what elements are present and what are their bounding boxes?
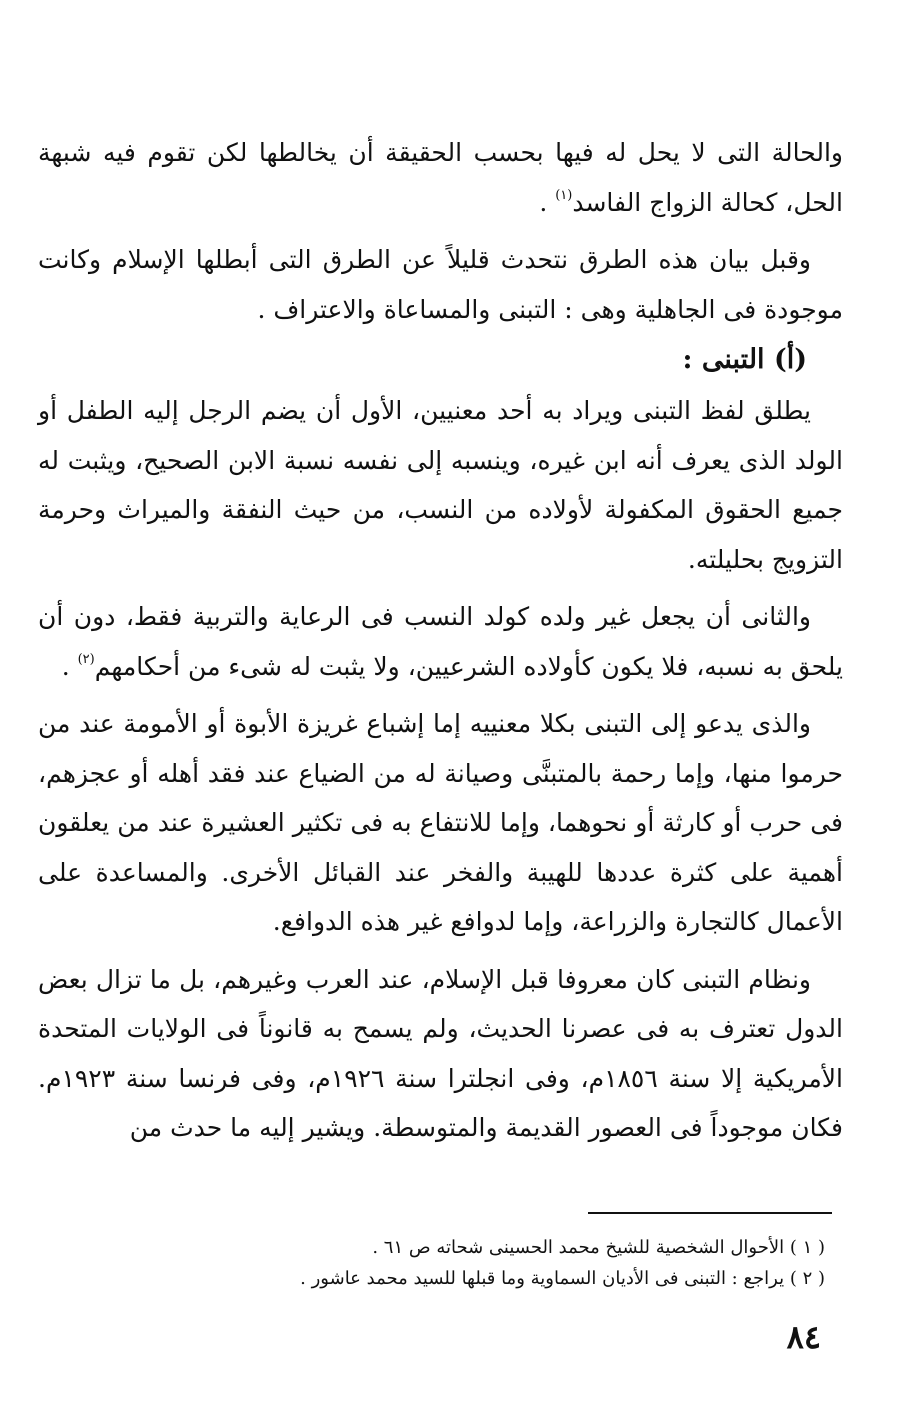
footnote-2: ( ٢ ) يراجع : التبنى فى الأديان السماوية وما قبلها للسيد محمد عاشور . <box>300 1268 825 1289</box>
footnote-ref-1: (١) <box>555 187 573 203</box>
paragraph-motives: والذى يدعو إلى التبنى بكلا معنييه إما إشباع غريزة الأبوة أو الأمومة عند من حرموا منها، وإما رحمة بالمتبنَّى وصيانة له من الضياع عند فقد أهله أو عجزهم، فى حرب أو كارثة أو نحوهما، وإما للانتفاع به فى تكثير العشيرة عند من يعلقون أهمية على كثرة عددها للهيبة والفخر عند القبائل الأخرى. والمساعدة على الأعمال كالتجارة والزراعة، وإما لدوافع غير هذه الدوافع. <box>38 709 843 936</box>
section-heading: (أ) التبنى : <box>682 344 807 375</box>
paragraph-first-meaning: يطلق لفظ التبنى ويراد به أحد معنيين، الأول أن يضم الرجل إليه الطفل أو الولد الذى يعرف أنه ابن غيره، وينسبه إلى نفسه نسبة الابن الصحيح، ويثبت له جميع الحقوق المكفولة لأولاده من النسب، من حيث النفقة والميراث وحرمة التزويج بحليلته. <box>38 396 843 574</box>
footnote-1: ( ١ ) الأحوال الشخصية للشيخ محمد الحسينى شحاته ص ٦١ . <box>372 1237 825 1258</box>
footnote-ref-2: (٢) <box>77 651 95 667</box>
paragraph-history: ونظام التبنى كان معروفا قبل الإسلام، عند العرب وغيرهم، بل ما تزال بعض الدول تعترف به فى عصرنا الحديث، ولم يسمح به قانوناً فى الولايات المتحدة الأمريكية إلا سنة ١٨٥٦م، وفى انجلترا سنة ١٩٢٦م، وفى فرنسا سنة ١٩٢٣م. فكان موجوداً فى العصور القديمة والمتوسطة. ويشير إليه ما حدث من <box>38 964 843 1142</box>
page-number: ٨٤ <box>786 1318 821 1356</box>
footnotes <box>150 1232 825 1294</box>
paragraph-continuation: والحالة التى لا يحل له فيها بحسب الحقيقة أن يخالطها لكن تقوم فيه شبهة الحل، كحالة الزواج الفاسد$^{(١)}$ . <box>38 138 843 217</box>
footnote-separator <box>588 1212 832 1214</box>
paragraph-intro: وقبل بيان هذه الطرق نتحدث قليلاً عن الطرق التى أبطلها الإسلام وكانت موجودة فى الجاهلية وهى : التبنى والمساعاة والاعتراف . <box>38 245 843 324</box>
paragraph-second-meaning: والثانى أن يجعل غير ولده كولد النسب فى الرعاية والتربية فقط، دون أن يلحق به نسبه، فلا يكون كأولاده الشرعيين، ولا يثبت له شىء من أحكامهم$^{(٢)}$ . <box>38 602 843 681</box>
body-text <box>38 128 843 1153</box>
